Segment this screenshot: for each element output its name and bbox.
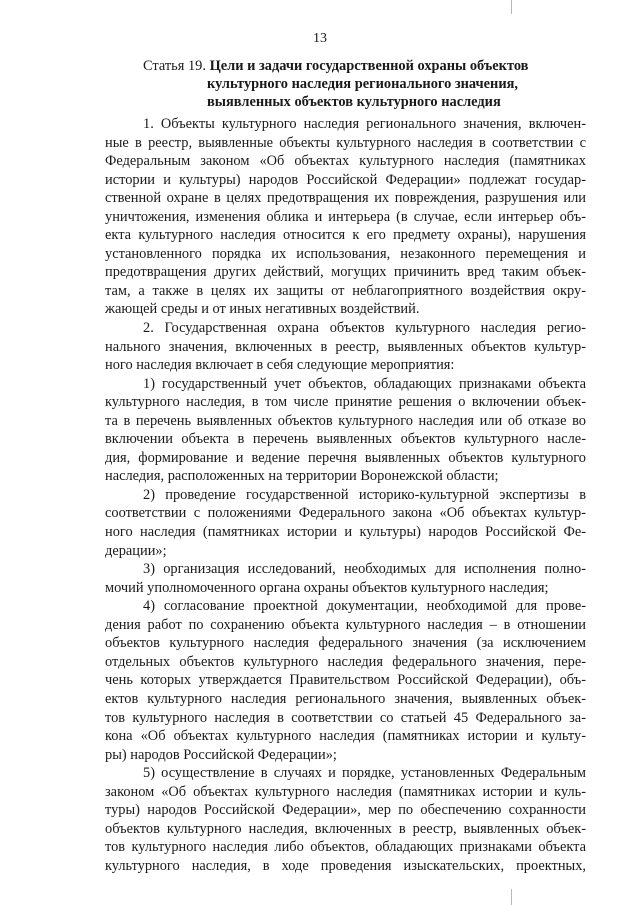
body-line: ного наследия (памятниках истории и культуры) народов Российской Фе- (105, 524, 586, 541)
body-line: там, а также в целях их защиты от неблагоприятного воздействия окру- (105, 282, 586, 299)
body-line: отдельных объектов культурного наследия федерального значения, пере- (105, 653, 586, 670)
body-line: предотвращения других действий, могущих причинить вред таким объек- (105, 264, 586, 281)
body-line: культурного наследия, в ходе проведения изыскательских, проектных, (105, 857, 586, 874)
article-label: Статья 19. (143, 58, 206, 74)
body-line: культурного наследия, в том числе принятие решения о включении объек- (105, 394, 586, 411)
body-line: 4) согласование проектной документации, необходимой для прове- (143, 598, 586, 615)
body-line: тов культурного наследия либо объектов, обладающих признаками объекта (105, 839, 586, 856)
body-line: включении объекта в перечень выявленных объектов культурного насле- (105, 431, 586, 448)
body-line: 2) проведение государственной историко-культурной экспертизы в (143, 486, 586, 503)
body-line: жающей среды и от иных негативных воздействий. (105, 301, 420, 318)
article-heading (143, 57, 608, 111)
article-title-line: культурного наследия регионального значения, (207, 76, 519, 92)
body-line: кона «Об объектах культурного наследия (памятниках истории и культу- (105, 728, 586, 745)
body-line: та в перечень выявленных объектов культурного наследия или об отказе во (105, 412, 586, 429)
body-line: ектов культурного наследия регионального значения, выявленных объек- (105, 690, 586, 707)
body-line: законом «Об объектах культурного наследия (памятниках истории и куль- (105, 783, 586, 800)
body-line: 1) государственный учет объектов, обладающих признаками объекта (143, 375, 586, 392)
body-line: нального значения, включенных в реестр, выявленных объектов культур- (105, 338, 586, 355)
body-line: наследия, расположенных на территории Воронежской области; (105, 468, 499, 485)
scan-edge-mark-top (511, 0, 512, 14)
body-line: мочий уполномоченного органа охраны объектов культурного наследия; (105, 579, 549, 596)
body-line: дения работ по сохранению объекта культурного наследия – в отношении (105, 616, 586, 633)
body-line: объектов культурного наследия, включенных в реестр, выявленных объек- (105, 820, 586, 837)
body-line: 5) осуществление в случаях и порядке, установленных Федеральным (143, 765, 586, 782)
body-line: туры) народов Российской Федерации», мер по обеспечению сохранности (105, 802, 586, 819)
article-title-line: выявленных объектов культурного наследия (207, 94, 501, 110)
article-body (105, 115, 586, 875)
body-line: екта культурного наследия относится к его предмету охраны), нарушения (105, 227, 586, 244)
body-line: дия, формирование и ведение перечня выявленных объектов культурного (105, 449, 586, 466)
body-line: объектов культурного наследия федерального значения (за исключением (105, 635, 586, 652)
scan-edge-mark-bottom (511, 889, 512, 905)
body-line: чень которых утверждается Правительством Российской Федерации), объ- (105, 672, 586, 689)
body-line: соответствии с положениями Федерального закона «Об объектах культур- (105, 505, 586, 522)
article-heading-row-1 (143, 57, 608, 75)
body-line: ные в реестр, выявленные объекты культурного наследия в соответствии с (105, 134, 586, 151)
body-line: 3) организация исследований, необходимых для исполнения полно- (143, 561, 586, 578)
body-line: установленного порядка их использования, незаконного перемещения и (105, 245, 586, 262)
body-line: тов культурного наследия в соответствии со статьей 45 Федерального за- (105, 709, 586, 726)
body-line: Федеральным законом «Об объектах культурного наследия (памятниках (105, 153, 586, 170)
body-line: ственной охране в целях предотвращения их повреждения, разрушения или (105, 190, 586, 207)
body-line: дерации»; (105, 542, 167, 559)
body-line: 2. Государственная охрана объектов культурного наследия регио- (143, 320, 586, 337)
page-number: 13 (313, 31, 327, 46)
body-line: уничтожения, изменения облика и интерьера (в случае, если интерьер объ- (105, 208, 586, 225)
body-line: истории и культуры) народов Российской Федерации» подлежат государ- (105, 171, 586, 188)
article-title-line: Цели и задачи государственной охраны объектов (209, 58, 529, 74)
body-line: ры) народов Российской Федерации»; (105, 746, 337, 763)
body-line: ного наследия включает в себя следующие мероприятия: (105, 357, 455, 374)
body-line: 1. Объекты культурного наследия регионального значения, включен- (143, 116, 586, 132)
